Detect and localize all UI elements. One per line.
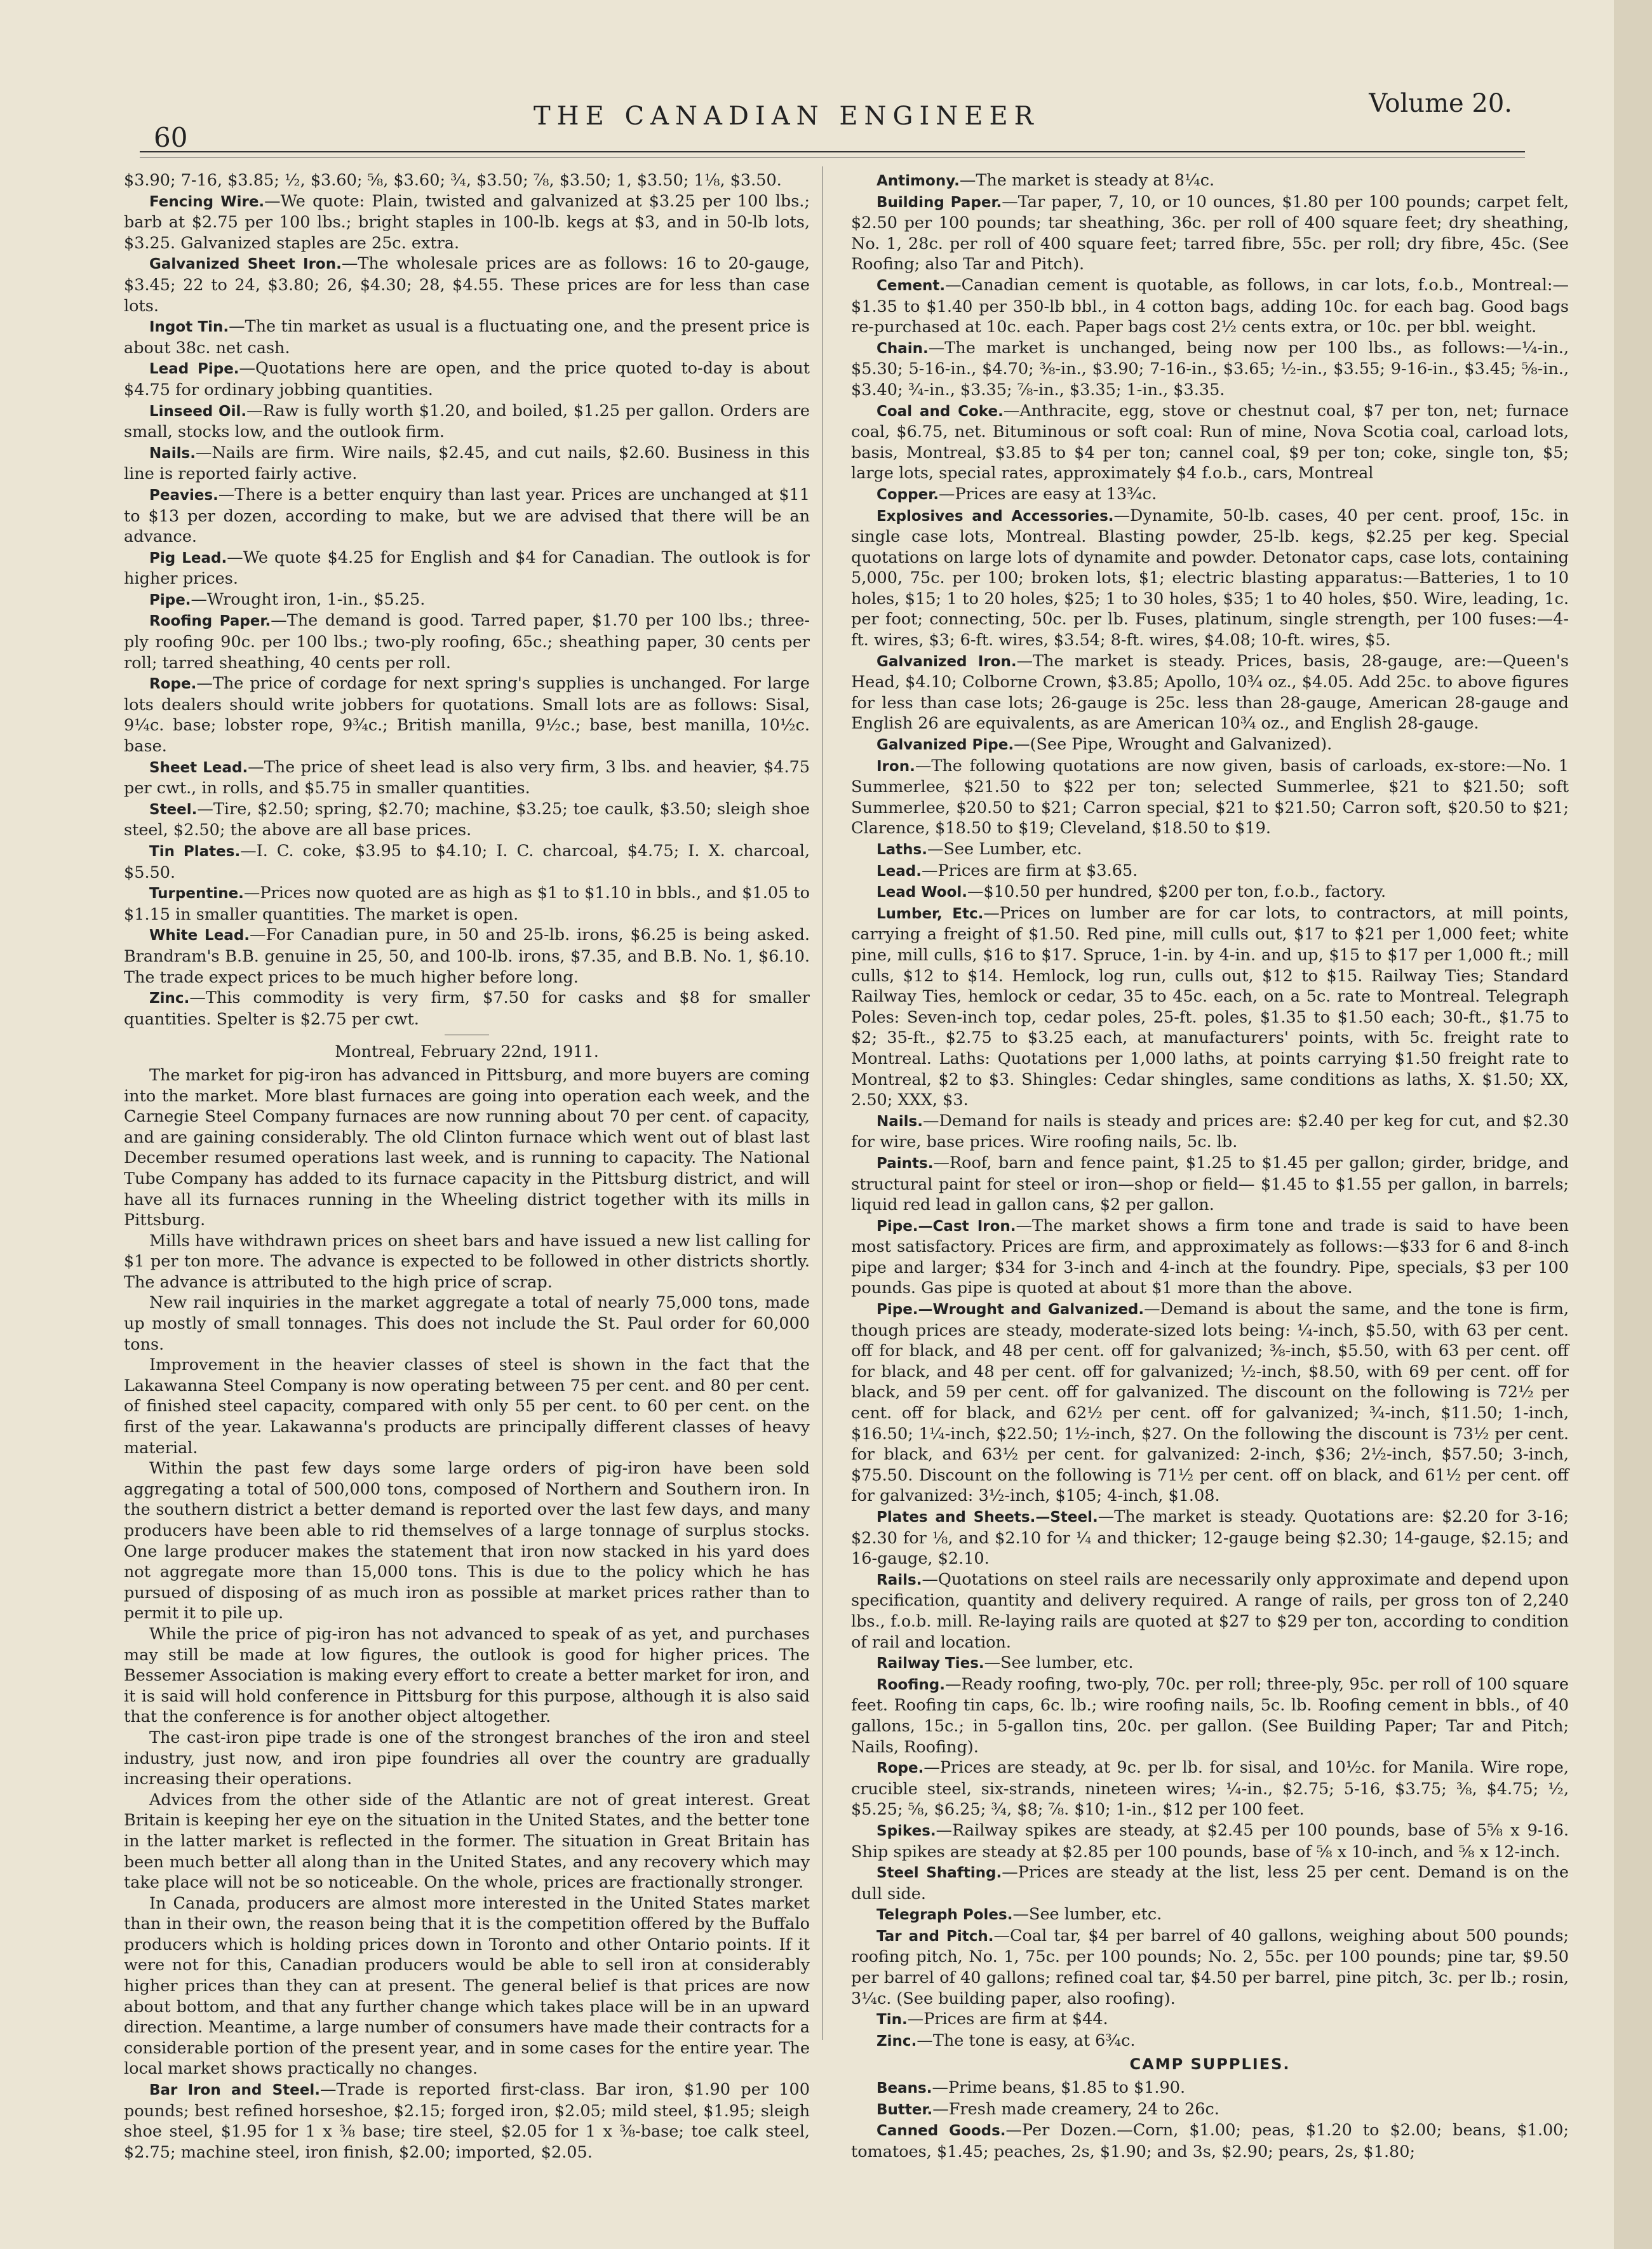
market-paragraph: The cast-iron pipe trade is one of the strongest branches of the iron and steel industry, just now, and iron pipe foundries all over the country are gradually increasing their operations. [124,1728,810,1789]
item-text: —Tire, $2.50; spring, $2.70; machine, $3.25; toe caulk, $3.50; sleigh shoe steel, $2.50; the above are all base prices. [124,799,810,840]
market-item [124,316,810,358]
market-item [851,1926,1569,2009]
item-text: —Per Dozen.—Corn, $1.00; peas, $1.20 to $2.00; beans, $1.00; tomatoes, $1.45; peaches, 2s, $1.90; and 3s, $2.90; pears, 2s, $1.80; [851,2121,1569,2161]
item-text: —The tin market as usual is a fluctuating one, and the present price is about 38c. net cash. [124,317,810,358]
item-heading: Zinc. [149,990,190,1007]
item-heading: Spikes. [876,1822,936,1839]
item-text: —Prices now quoted are as high as $1 to $1.10 in bbls., and $1.05 to $1.15 in smaller quantities. The market is open. [124,883,810,924]
item-heading: Antimony. [876,173,960,189]
item-text: —We quote: Plain, twisted and galvanized at $3.25 per 100 lbs.; barb at $2.75 per 100 lbs.; bright staples in 100-lb. kegs at $3, and in 50-lb lots, $3.25. Galvanized staples are 25c. extra. [124,191,810,253]
market-paragraph: Within the past few days some large orders of pig-iron have been sold aggregating a total of 500,000 tons, composed of Northern and Southern iron. In the southern district a better demand is reported over the last few days, and many producers have been able to rid themselves of a large tonnage of surplus stocks. One large producer makes the statement that iron now stacked in his yard does not aggregate more than 15,000 tons. This is due to the policy which he has pursued of disposing of as much iron as possible at market prices rather than to permit it to pile up. [124,1459,810,1623]
item-text: —Demand is about the same, and the tone is firm, though prices are steady, moderate-sized lots being: ¼-inch, $5.50, with 63 per cent. off for black, and 48 per cent. off for galvanized; ⅜-inch, $5.50, with 63 per cent. off for black, and 48 per cent. off for galvanized; ½-inch, $8.50, with 69 per cent. off for black, and 59 per cent. off for galvanized. The discount on the following is 72½ per cent. off for black, and 62½ per cent. off for galvanized; ¾-inch, $11.50; 1-inch, $16.50; 1¼-inch, $22.50; 1½-inch, $27. On the following the discount is 73½ per cent. for black, and 63½ per cent. for galvanized: 2-inch, $36; 2½-inch, $57.50; 3-inch, $75.50. Discount on the following is 71½ per cent. off on black, and 61½ per cent. off for galvanized: 3½-inch, $105; 4-inch, $1.08. [851,1299,1569,1506]
market-item [851,2031,1569,2052]
item-text: —Nails are firm. Wire nails, $2.45, and cut nails, $2.60. Business in this line is reported fairly active. [124,443,810,484]
market-item [851,839,1569,861]
item-text: —The market is unchanged, being now per 100 lbs., as follows:—¼-in., $5.30; 5-16-in., $4.70; ⅜-in., $3.90; 7-16-in., $3.65; ½-in., $3.55; 9-16-in., $3.45; ⅝-in., $3.40; ¾-in., $3.35; ⅞-in., $3.35; 1-in., $3.35. [851,338,1569,399]
item-text: —Prices are steady, at 9c. per lb. for sisal, and 10½c. for Manila. Wire rope, crucible steel, six-strands, nineteen wires; ¼-in., $2.75; 5-16, $3.75; ⅜, $4.75; ½, $5.25; ⅝, $6.25; ¾, $8; ⅞. $10; 1-in., $12 per 100 feet. [851,1758,1569,1820]
market-paragraph: In Canada, producers are almost more interested in the United States market than in their own, the reason being that it is the competition offered by the Buffalo producers which is holding prices down in Toronto and other Ontario points. If it were not for this, Canadian producers would be able to sell iron at considerably higher prices than they can at present. The general belief is that prices are now about bottom, and that any further change which takes place will be in an upward direction. Meantime, a large number of consumers have made their contracts for a considerable portion of the present year, and in some cases for the entire year. The local market shows practically no changes. [124,1893,810,2079]
dateline: Montreal, February 22nd, 1911. [335,1042,599,1062]
market-item [851,903,1569,1111]
item-heading: Beans. [876,2080,932,2097]
market-item [124,485,810,547]
item-text: —Dynamite, 50-lb. cases, 40 per cent. proof, 15c. in single case lots, Montreal. Blasting powder, 25-lb. kegs, $2.25 per keg. Special quotations on large lots of dynamite and powder. Detonator caps, case lots, containing 5,000, 75c. per 100; broken lots, $1; electric blasting apparatus:—Batteries, 1 to 10 holes, $15; 1 to 20 holes, $25; 1 to 30 holes, $35; 1 to 40 holes, $50. Wire, leading, 1c. per foot; connecting, 50c. per lb. Fuses, platinum, single strength, per 100 fuses:—4-ft. wires, $3; 6-ft. wires, $3.54; 8-ft. wires, $4.08; 10-ft. wires, $5. [851,506,1569,650]
item-text: —(See Pipe, Wrought and Galvanized). [1014,735,1333,755]
right-column [851,170,1569,2161]
item-text: —Raw is fully worth $1.20, and boiled, $1.25 per gallon. Orders are small, stocks low, and the outlook firm. [124,401,810,442]
item-text: —Coal tar, $4 per barrel of 40 gallons, weighing about 500 pounds; roofing pitch, No. 1, 75c. per 100 pounds; No. 2, 55c. per 100 pounds; pine tar, $9.50 per barrel of 40 gallons; refined coal tar, $4.50 per barrel, pine pitch, 3c. per lb.; rosin, 3¼c. (See building paper, also roofing). [851,1926,1569,2008]
item-text: —Ready roofing, two-ply, 70c. per roll; three-ply, 95c. per roll of 100 square feet. Roofing tin caps, 6c. lb.; wire roofing nails, 5c. lb. Roofing cement in bbls., of 40 gallons, 15c.; in 5-gallon tins, 20c. per gallon. (See Building Paper; Tar and Pitch; Nails, Roofing). [851,1674,1569,1757]
left-items [124,191,810,1030]
market-paragraph: New rail inquiries in the market aggregate a total of nearly 75,000 tons, made up mostly of small tonnages. This does not include the St. Paul order for 60,000 tons. [124,1293,810,1354]
header-rule [140,151,1525,152]
market-item [851,506,1569,651]
item-heading: Chain. [876,340,929,357]
item-text: —See lumber, etc. [984,1653,1134,1673]
item-heading: Pipe. [149,591,191,608]
item-heading: Steel. [149,801,198,818]
item-text: —Anthracite, egg, stove or chestnut coal, $7 per ton, net; furnace coal, $6.75, net. Bituminous or soft coal: Run of mine, Nova Scotia coal, carload lots, basis, Montreal, $3.85 to $4 per ton; cannel coal, $9 per ton; coke, single ton, $5; large lots, special rates, approximately $4 f.o.b., cars, Montreal [851,401,1569,483]
item-text: —Canadian cement is quotable, as follows, in car lots, f.o.b., Montreal:—$1.35 to $1.40 per 350-lb bbl., in 4 cotton bags, adding 10c. for each bag. Good bags re-purchased at 10c. each. Paper bags cost 2½ cents extra, or 10c. per bbl. weight. [851,275,1569,337]
item-text: —Tar paper, 7, 10, or 10 ounces, $1.80 per 100 pounds; carpet felt, $2.50 per 100 pounds; tar sheathing, 36c. per roll of 400 square feet; dry sheathing, No. 1, 28c. per roll of 400 square feet; tarred fibre, 55c. per roll; dry fibre, 45c. (See Roofing; also Tar and Pitch). [851,192,1569,274]
item-text: —Wrought iron, 1-in., $5.25. [191,589,426,609]
market-item [851,1653,1569,1674]
item-heading: Turpentine. [149,885,244,903]
market-item [851,1111,1569,1153]
market-item [124,547,810,589]
market-item [851,861,1569,882]
market-item [851,401,1569,484]
item-text: —Roof, barn and fence paint, $1.25 to $1.45 per gallon; girder, bridge, and structural paint for steel or iron—shop or field— $1.45 to $1.55 per gallon, in barrels; liquid red lead in gallon cans, $2 per gallon. [851,1153,1569,1215]
market-item [851,484,1569,506]
item-text: —I. C. coke, $3.95 to $4.10; I. C. charcoal, $4.75; I. X. charcoal, $5.50. [124,842,810,882]
item-heading: Pig Lead. [149,549,227,567]
item-heading: Lumber, Etc. [876,905,984,922]
item-text: —Quotations here are open, and the price quoted to-day is about $4.75 for ordinary jobbing quantities. [124,359,810,399]
market-item [124,799,810,841]
market-item [851,2120,1569,2162]
item-heading: Linseed Oil. [149,403,247,420]
item-text: —The demand is good. Tarred paper, $1.70 per 100 lbs.; three-ply roofing 90c. per 100 lbs.; two-ply roofing, 65c.; sheathing paper, 30 cents per roll; tarred sheathing, 40 cents per roll. [124,611,810,673]
item-text: —The market is steady at 8¼c. [959,171,1215,190]
market-item [124,988,810,1030]
market-item [851,1569,1569,1653]
market-item [851,275,1569,338]
item-heading: Butter. [876,2101,933,2118]
market-item [851,192,1569,275]
market-item [124,883,810,925]
item-heading: Rope. [149,676,197,693]
item-heading: Galvanized Sheet Iron. [149,256,342,273]
market-item [851,1862,1569,1904]
market-item [851,882,1569,903]
left-intro: $3.90; 7-16, $3.85; ½, $3.60; ⅝, $3.60; ¾, $3.50; ⅞, $3.50; 1, $3.50; 1⅛, $3.50. [124,171,782,190]
item-heading: Building Paper. [876,194,1002,211]
item-text: —Prices are firm at $3.65. [921,861,1138,880]
item-text: —Prime beans, $1.85 to $1.90. [932,2078,1186,2098]
market-item [851,1904,1569,1926]
item-text: —This commodity is very firm, $7.50 for casks and $8 for smaller quantities. Spelter is $2.75 per cwt. [124,988,810,1029]
market-paragraph: While the price of pig-iron has not advanced to speak of as yet, and purchases may still be made at low figures, the outlook is good for higher prices. The Bessemer Association is making every effort to create a better market for iron, and it is said will hold conference in Pittsburg for this purpose, although it is also said that the conference is for another object altogether. [124,1624,810,1727]
market-item [124,253,810,316]
market-item [124,443,810,485]
item-text: —Railway spikes are steady, at $2.45 per 100 pounds, base of 5⅝ x 9-16. Ship spikes are steady at $2.85 per 100 pounds, base of ⅝ x 10-inch, and ⅝ x 12-inch. [851,1820,1569,1862]
camp-items [851,2078,1569,2162]
item-heading: Telegraph Poles. [876,1907,1013,1924]
market-item [124,191,810,254]
item-text: —There is a better enquiry than last year. Prices are unchanged at $11 to $13 per dozen, according to make, but we are advised that there will be an advance. [124,485,810,547]
item-text: —Trade is reported first-class. Bar iron, $1.90 per 100 pounds; best refined horseshoe, $2.15; forged iron, $2.05; mild steel, $1.95; sleigh shoe steel, $1.95 for 1 x ⅜ base; tire steel, $2.05 for 1 x ⅜-base; toe calk steel, $2.75; machine steel, iron finish, $2.00; imported, $2.05. [124,2080,810,2162]
market-item [851,1507,1569,1569]
left-column [124,170,810,2162]
item-text: —The price of cordage for next spring's supplies is unchanged. For large lots dealers should write jobbers for quotations. Small lots are as follows: Sisal, 9¼c. base; lobster rope, 9¾c.; British manilla, 9½c.; base, best manilla, 10½c. base. [124,674,810,756]
item-heading: Lead. [876,863,922,880]
market-item [124,589,810,611]
market-item [124,401,810,443]
item-text: —Prices are firm at $44. [907,2010,1108,2029]
item-heading: Galvanized Pipe. [876,737,1014,754]
page-header [140,89,1519,159]
item-text: —Fresh made creamery, 24 to 26c. [932,2099,1219,2119]
item-heading: Zinc. [876,2032,917,2050]
page-number: 60 [154,122,188,153]
item-heading: Pipe.—Cast Iron. [876,1218,1016,1235]
item-heading: Ingot Tin. [149,319,229,336]
item-heading: Lead Wool. [876,884,968,901]
item-heading: Nails. [876,1113,923,1130]
item-heading: Coal and Coke. [876,403,1004,420]
item-heading: Tin Plates. [149,843,241,860]
item-text: —The market shows a firm tone and trade is said to have been most satisfactory. Prices are firm, and approximately as follows:—$33 for 6 and 8-inch pipe and larger; $34 for 3-inch and 4-inch at the foundry. Pipe, specials, $3 per 100 pounds. Gas pipe is quoted at about $1 more than the above. [851,1216,1569,1298]
market-item [124,841,810,883]
market-item [851,2009,1569,2031]
market-item [851,338,1569,401]
market-paragraph: The market for pig-iron has advanced in Pittsburg, and more buyers are coming into the market. More blast furnaces are going into operation each week, and the Carnegie Steel Company furnaces are now running about 70 per cent. of capacity, and are gaining considerably. The old Clinton furnace which went out of blast last December resumed operations last week, and is running to capacity. The National Tube Company has added to its furnace capacity in the Pittsburg district, and will have all its furnaces running in the Wheeling district together with its mills in Pittsburg. [124,1065,810,1230]
market-item [124,673,810,756]
market-item [851,651,1569,734]
market-item [851,1757,1569,1820]
market-item [851,1674,1569,1757]
market-item [851,1153,1569,1216]
item-heading: Peavies. [149,487,218,504]
item-heading: Fencing Wire. [149,193,265,210]
item-heading: Bar Iron and Steel. [149,2082,321,2099]
item-text: —Prices are steady at the list, less 25 per cent. Demand is on the dull side. [851,1863,1569,1903]
item-text: —The market is steady. Prices, basis, 28-gauge, are:—Queen's Head, $4.10; Colborne Crown, $3.85; Apollo, 10¾ oz., $4.05. Add 25c. to above figures for less than case lots; 26-gauge is 25c. less than 28-gauge, American 28-gauge and English 26 are equivalents, as are American 10¾ oz., and English 28-gauge. [851,651,1569,734]
item-heading: Roofing Paper. [149,613,271,630]
item-heading: Tar and Pitch. [876,1928,994,1945]
item-heading: Cement. [876,277,946,294]
item-heading: Iron. [876,758,915,775]
item-heading: Laths. [876,842,927,858]
market-item [124,757,810,799]
item-heading: Paints. [876,1155,934,1172]
volume-label: Volume 20. [1369,89,1512,118]
item-text: —The tone is easy, at 6¾c. [917,2031,1136,2050]
market-item [851,2078,1569,2099]
item-heading: Rope. [876,1760,924,1777]
item-heading: Explosives and Accessories. [876,507,1114,525]
item-text: —For Canadian pure, in 50 and 25-lb. irons, $6.25 is being asked. Brandram's B.B. genuine in 25, 50, and 100-lb. irons, $7.35, and B.B. No. 1, $6.10. The trade expect prices to be much higher before long. [124,925,810,987]
market-paragraph: Improvement in the heavier classes of steel is shown in the fact that the Lakawanna Steel Company is now operating between 75 per cent. and 80 per cent. of finished steel capacity, compared with only 55 per cent. to 60 per cent. on the first of the year. Lakawanna's products are principally different classes of heavy material. [124,1355,810,1458]
item-text: —The following quotations are now given, basis of carloads, ex-store:—No. 1 Summerlee, $21.50 to $22 per ton; selected Summerlee, $21 to $21.50; soft Summerlee, $20.50 to $21; Carron special, $21 to $21.50; Carron soft, $20.50 to $21; Clarence, $18.50 to $19; Cleveland, $18.50 to $19. [851,756,1569,838]
market-item [124,925,810,988]
market-item [851,1216,1569,1299]
item-text: —Quotations on steel rails are necessarily only approximate and depend upon specification, quantity and delivery required. A range of rails, per gross ton of 2,240 lbs., f.o.b. mill. Re-laying rails are quoted at $27 to $29 per ton, according to condition of rail and location. [851,1569,1569,1652]
item-text: —The wholesale prices are as follows: 16 to 20-gauge, $3.45; 22 to 24, $3.80; 26, $4.30; 28, $4.55. These prices are for less than case lots. [124,254,810,316]
item-text: —$10.50 per hundred, $200 per ton, f.o.b., factory. [967,882,1387,902]
item-heading: White Lead. [149,927,250,944]
item-heading: Canned Goods. [876,2123,1006,2140]
item-text: —See Lumber, etc. [927,840,1082,859]
item-text: —The price of sheet lead is also very firm, 3 lbs. and heavier, $4.75 per cwt., in rolls, and $5.75 in smaller quantities. [124,757,810,798]
item-heading: Lead Pipe. [149,361,239,378]
item-heading: Steel Shafting. [876,1865,1002,1882]
item-heading: Roofing. [876,1676,945,1693]
item-heading: Nails. [149,445,196,462]
item-text: —Prices on lumber are for car lots, to contractors, at mill points, carrying a freight of $1.50. Red pine, mill culls out, $17 to $21 per 1,000 feet; white pine, mill culls, $16 to $17. Spruce, 1-in. by 4-in. and up, $15 to $17 per 1,000 ft.; mill culls, $12 to $14. Hemlock, log run, culls out, $12 to $15. Railway Ties; Standard Railway Ties, hemlock or cedar, 35 to 45c. each, on a 5c. rate to Montreal. Telegraph Poles: Seven-inch top, cedar poles, 25-ft. poles, $1.35 to $1.50 each; 30-ft., $1.75 to $2; 35-ft., $2.75 to $3.25 each, at manufacturers' points, with 5c. freight rate to Montreal. Laths: Quotations per 1,000 laths, at points carrying $1.50 freight rate to Montreal, $2 to $3. Shingles: Cedar shingles, same conditions as laths, X. $1.50; XX, 2.50; XXX, $3. [851,903,1569,1110]
market-item [124,610,810,673]
left-paragraphs [124,1065,810,2079]
item-heading: Rails. [876,1571,922,1588]
item-text: —Prices are easy at 13¾c. [939,484,1157,504]
camp-supplies-heading: CAMP SUPPLIES. [1129,2055,1291,2074]
right-items [851,170,1569,2051]
market-item [851,170,1569,192]
market-item [851,1820,1569,1862]
item-heading: Tin. [876,2011,908,2029]
item-heading: Copper. [876,486,939,503]
market-item [124,2079,810,2163]
market-item [124,358,810,400]
item-text: —We quote $4.25 for English and $4 for Canadian. The outlook is for higher prices. [124,547,810,589]
market-item [851,2099,1569,2121]
item-text: —Demand for nails is steady and prices are: $2.40 per keg for cut, and $2.30 for wire, base prices. Wire roofing nails, 5c. lb. [851,1111,1569,1152]
item-heading: Sheet Lead. [149,759,248,776]
journal-title: THE CANADIAN ENGINEER [534,102,1040,131]
market-paragraph: Mills have withdrawn prices on sheet bars and have issued a new list calling for $1 per ton more. The advance is expected to be followed in other districts shortly. The advance is attributed to the high price of scrap. [124,1231,810,1292]
item-heading: Plates and Sheets.—Steel. [876,1509,1098,1526]
market-paragraph: Advices from the other side of the Atlantic are not of great interest. Great Britain is keeping her eye on the situation in the United States, and the better tone in the latter market is reflected in the former. The situation in Great Britain has been much better all along than in the United States, and any recovery which may take place will not be so noticeable. On the whole, prices are fractionally stronger. [124,1790,810,1893]
item-text: —The market is steady. Quotations are: $2.20 for 3-16; $2.30 for ⅛, and $2.10 for ¼ and thicker; 12-gauge being $2.30; 14-gauge, $2.15; and 16-gauge, $2.10. [851,1507,1569,1569]
page-edge [1614,0,1652,2249]
market-item [851,756,1569,839]
item-heading: Pipe.—Wrought and Galvanized. [876,1301,1145,1319]
market-item [851,1299,1569,1507]
item-heading: Galvanized Iron. [876,653,1017,670]
item-text: —See lumber, etc. [1012,1905,1162,1924]
market-item [851,734,1569,756]
item-heading: Railway Ties. [876,1655,984,1672]
